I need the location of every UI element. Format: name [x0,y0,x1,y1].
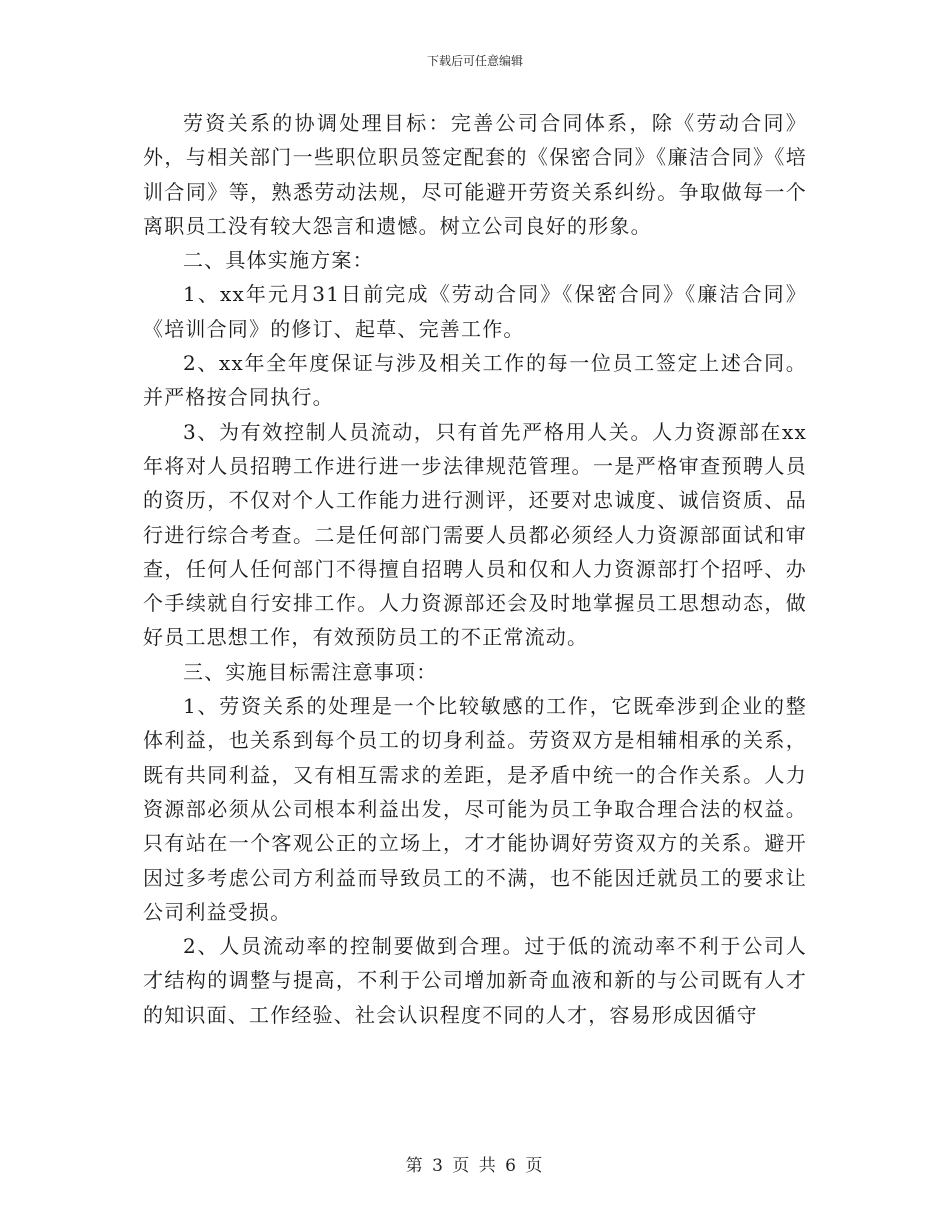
paragraph-note-item-1: 1、劳资关系的处理是一个比较敏感的工作，它既牵涉到企业的整体利益，也关系到每个员工的切身利益。劳资双方是相辅相承的关系，既有共同利益，又有相互需求的差距，是矛盾中统一的合作关系。人力资源部必须从公司根本利益出发，尽可能为员工争取合理合法的权益。只有站在一个客观公正的立场上，才才能协调好劳资双方的关系。避开因过多考虑公司方利益而导致员工的不满，也不能因迁就员工的要求让公司利益受损。 [143,694,807,924]
paragraph-labor-goal: 劳资关系的协调处理目标：完善公司合同体系，除《劳动合同》外，与相关部门一些职位职员签定配套的《保密合同》《廉洁合同》《培训合同》等，熟悉劳动法规，尽可能避开劳资关系纠纷。争取做每一个离职员工没有较大怨言和遗憾。树立公司良好的形象。 [143,111,807,238]
paragraph-plan-item-3: 3、为有效控制人员流动，只有首先严格用人关。人力资源部在xx年将对人员招聘工作进行进一步法律规范管理。一是严格审查预聘人员的资历，不仅对个人工作能力进行测评，还要对忠诚度、诚信资质、品行进行综合考查。二是任何部门需要人员都必须经人力资源部面试和审查，任何人任何部门不得擅自招聘人员和仅和人力资源部打个招呼、办个手续就自行安排工作。人力资源部还会及时地掌握员工思想动态，做好员工思想工作，有效预防员工的不正常流动。 [143,419,807,650]
page-header: 下载后可任意编辑 [426,54,523,68]
paragraph-plan-item-1: 1、xx年元月31日前完成《劳动合同》《保密合同》《廉洁合同》《培训合同》的修订、起草、完善工作。 [143,282,807,341]
paragraph-plan-item-2: 2、xx年全年度保证与涉及相关工作的每一位员工签定上述合同。并严格按合同执行。 [143,351,807,410]
document-body [143,106,807,1032]
page-number-footer: 第 3 页 共 6 页 [405,1156,545,1176]
paragraph-note-item-2: 2、人员流动率的控制要做到合理。过于低的流动率不利于公司人才结构的调整与提高，不利于公司增加新奇血液和新的与公司既有人才的知识面、工作经验、社会认识程度不同的人才，容易形成因循守 [143,934,807,1027]
section-heading-implementation-plan: 二、具体实施方案： [183,248,374,273]
section-heading-notes: 三、实施目标需注意事项： [183,659,438,684]
